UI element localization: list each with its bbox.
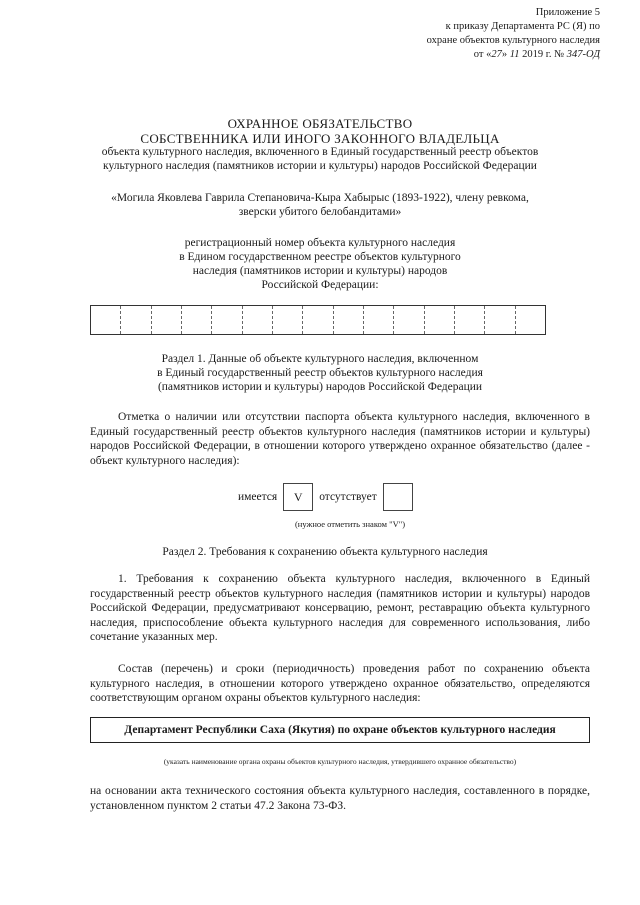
passport-absent-label: отсутствует [319, 491, 377, 503]
subtitle-line-2: культурного наследия (памятников истории и культуры) народов Российской Федерации [103, 159, 537, 172]
appendix-title: Приложение 5 [535, 7, 600, 18]
registration-number-cell[interactable] [394, 306, 424, 334]
appendix-order-ref: к приказу Департамента РС (Я) по [445, 21, 600, 32]
requirements-paragraph-2: Состав (перечень) и сроки (периодичность) проведения работ по сохранению объекта культурного наследия, в отношении которого утверждено охранное обязательство, определяются соответствующим органом охраны объектов культурного наследия: [90, 663, 590, 704]
title-line-1: ОХРАННОЕ ОБЯЗАТЕЛЬСТВО [227, 116, 413, 131]
section-1-line-2: в Единый государственный реестр объектов культурного наследия [157, 367, 483, 379]
registration-line-1: регистрационный номер объекта культурного наследия [184, 237, 456, 249]
object-name [80, 191, 560, 219]
appendix-department: охране объектов культурного наследия [426, 35, 600, 46]
document-subtitle [60, 146, 580, 173]
registration-number-cell[interactable] [516, 306, 545, 334]
registration-line-3: наследия (памятников истории и культуры) народов [192, 265, 448, 277]
document-title [60, 116, 580, 146]
passport-paragraph: Отметка о наличии или отсутствии паспорта объекта культурного наследия, включенного в Единый государственный реестр объектов культурного наследия (памятников истории и культуры) народов Российской Федерации, в отношении которого утверждено охранное обязательство (далее - объект культурного наследия): [90, 411, 590, 467]
registration-number-cell[interactable] [455, 306, 485, 334]
passport-has-label: имеется [238, 491, 278, 503]
authority-note: (указать наименование органа охраны объектов культурного наследия, утвердившего охранное обязательство) [163, 757, 517, 766]
registration-number-cell[interactable] [364, 306, 394, 334]
appendix-number: 347-ОД [566, 49, 600, 60]
passport-presence-row [232, 482, 413, 512]
registration-number-cell[interactable] [152, 306, 182, 334]
object-name-line-1: «Могила Яковлева Гаврила Степановича-Кыра Хабырыс (1893-1922), члену ревкома, [111, 192, 529, 204]
title-line-2: СОБСТВЕННИКА ИЛИ ИНОГО ЗАКОННОГО ВЛАДЕЛЬЦА [140, 131, 500, 146]
registration-number-cell[interactable] [273, 306, 303, 334]
registration-number-grid [90, 305, 546, 335]
section-1-line-1: Раздел 1. Данные об объекте культурного наследия, включенном [161, 353, 479, 365]
authority-name: Департамент Республики Саха (Якутия) по охране объектов культурного наследия [124, 724, 556, 736]
passport-absent-checkbox[interactable] [383, 483, 413, 511]
registration-number-cell[interactable] [243, 306, 273, 334]
registration-label [150, 236, 490, 292]
basis-paragraph: на основании акта технического состояния объекта культурного наследия, составленного в порядке, установленном пунктом 2 статьи 47.2 Закона 73-ФЗ. [90, 785, 590, 812]
object-name-line-2: зверски убитого белобандитами» [238, 206, 402, 218]
registration-number-cell[interactable] [212, 306, 242, 334]
subtitle-line-1: объекта культурного наследия, включенного в Единый государственный реестр объектов [101, 146, 539, 158]
registration-number-cell[interactable] [334, 306, 364, 334]
registration-line-4: Российской Федерации: [261, 279, 379, 291]
section-2-heading: Раздел 2. Требования к сохранению объекта культурного наследия [162, 546, 488, 558]
authority-box [90, 717, 590, 743]
appendix-month: 11 [509, 49, 520, 60]
registration-number-cell[interactable] [303, 306, 333, 334]
passport-has-checkbox[interactable]: V [283, 483, 313, 511]
registration-number-cell[interactable] [182, 306, 212, 334]
registration-number-cell[interactable] [425, 306, 455, 334]
section-1-heading [100, 352, 540, 394]
registration-number-cell[interactable] [485, 306, 515, 334]
appendix-header [380, 6, 600, 62]
passport-mark-note: (нужное отметить знаком "V") [294, 519, 406, 529]
appendix-day: 27 [491, 49, 502, 60]
appendix-date-line: от «27» 11 2019 г. № 347-ОД [473, 49, 600, 60]
section-1-line-3: (памятников истории и культуры) народов Российской Федерации [157, 381, 483, 393]
registration-line-2: в Едином государственном реестре объектов культурного [179, 251, 461, 263]
registration-number-cell[interactable] [121, 306, 151, 334]
requirements-paragraph-1: 1. Требования к сохранению объекта культурного наследия, включенного в Единый государственный реестр объектов культурного наследия (памятников истории и культуры) народов Российской Федерации, предусматривают консервацию, ремонт, реставрацию объекта культурного наследия, приспособление объекта культурного наследия для современного использования, либо сочетание указанных мер. [90, 573, 590, 643]
registration-number-cell[interactable] [91, 306, 121, 334]
